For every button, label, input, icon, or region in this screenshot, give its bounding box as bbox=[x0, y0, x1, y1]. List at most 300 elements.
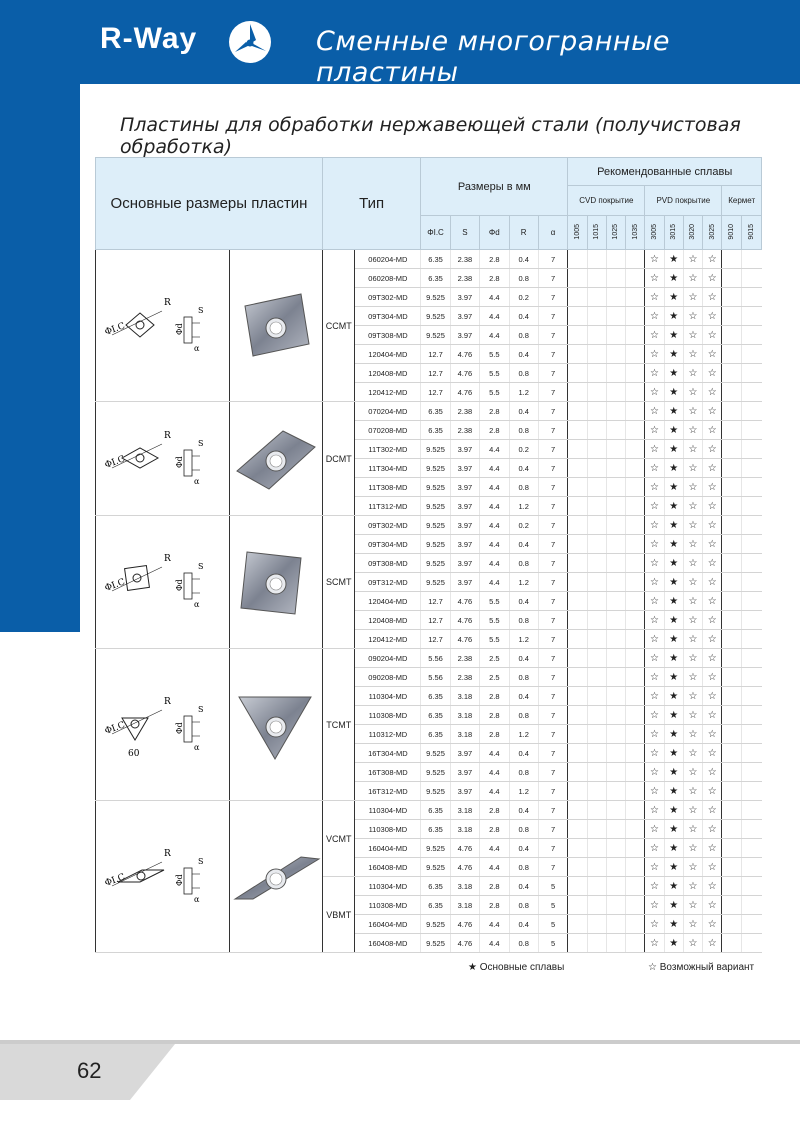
insert-code: 110312-MD bbox=[355, 725, 421, 744]
dimension-value: 4.4 bbox=[480, 934, 509, 953]
grade-star: ☆ bbox=[703, 611, 722, 630]
grade-cvd-cell bbox=[587, 535, 606, 554]
grade-star: ★ bbox=[664, 307, 683, 326]
grade-cvd-cell bbox=[606, 478, 625, 497]
grade-star: ☆ bbox=[703, 326, 722, 345]
grade-star: ☆ bbox=[645, 383, 664, 402]
inserts-table bbox=[95, 157, 762, 953]
grade-cvd-cell bbox=[626, 782, 645, 801]
diagram-label-d: Φd bbox=[175, 721, 185, 734]
dimension-value: 5.56 bbox=[421, 668, 450, 687]
grade-star: ★ bbox=[664, 611, 683, 630]
table-row bbox=[96, 801, 762, 820]
grade-cermet-cell bbox=[722, 440, 741, 459]
dimension-diagram-icon bbox=[102, 537, 222, 627]
grade-cvd-cell bbox=[606, 858, 625, 877]
dimension-value: 4.4 bbox=[480, 573, 509, 592]
grade-code: 9010 bbox=[727, 223, 735, 240]
dimension-value: 2.8 bbox=[480, 896, 509, 915]
dimension-value: 9.525 bbox=[421, 440, 450, 459]
insert-code: 11T304-MD bbox=[355, 459, 421, 478]
grade-star: ★ bbox=[664, 459, 683, 478]
grade-cermet-cell bbox=[722, 858, 741, 877]
grade-star: ☆ bbox=[683, 877, 702, 896]
dimension-value: 3.97 bbox=[450, 782, 479, 801]
grade-cvd-cell bbox=[568, 744, 587, 763]
dimension-value: 9.525 bbox=[421, 288, 450, 307]
dimension-value: 7 bbox=[538, 782, 567, 801]
grade-cermet-cell bbox=[722, 402, 741, 421]
grade-star: ☆ bbox=[645, 687, 664, 706]
grade-cermet-cell bbox=[722, 820, 741, 839]
grade-star: ☆ bbox=[645, 858, 664, 877]
grade-star: ★ bbox=[664, 421, 683, 440]
diagram-label-r: R bbox=[164, 430, 172, 441]
insert-code: 120404-MD bbox=[355, 592, 421, 611]
grade-cermet-cell bbox=[722, 896, 741, 915]
grade-cvd-cell bbox=[587, 554, 606, 573]
dimension-value: 0.2 bbox=[509, 516, 538, 535]
grade-cvd-cell bbox=[606, 649, 625, 668]
grade-star: ☆ bbox=[703, 497, 722, 516]
grade-star: ☆ bbox=[703, 877, 722, 896]
grade-star: ☆ bbox=[703, 763, 722, 782]
grade-star: ☆ bbox=[703, 858, 722, 877]
dimension-value: 4.4 bbox=[480, 459, 509, 478]
grade-cvd-cell bbox=[626, 307, 645, 326]
grade-cvd-cell bbox=[568, 497, 587, 516]
grade-cvd-cell bbox=[587, 326, 606, 345]
dimension-value: 7 bbox=[538, 250, 567, 269]
dimension-value: 3.97 bbox=[450, 440, 479, 459]
grade-star: ☆ bbox=[683, 364, 702, 383]
grade-star: ☆ bbox=[645, 421, 664, 440]
grade-star: ★ bbox=[664, 725, 683, 744]
grade-code: 1015 bbox=[593, 223, 601, 240]
dimension-value: 5 bbox=[538, 877, 567, 896]
grade-cvd-cell bbox=[568, 687, 587, 706]
grade-cermet-cell bbox=[722, 915, 741, 934]
grade-star: ☆ bbox=[645, 611, 664, 630]
grade-cermet-cell bbox=[741, 896, 761, 915]
grade-cermet-cell bbox=[722, 630, 741, 649]
grade-star: ☆ bbox=[683, 440, 702, 459]
grade-star: ☆ bbox=[683, 801, 702, 820]
grade-cvd-cell bbox=[568, 402, 587, 421]
dimension-value: 3.97 bbox=[450, 307, 479, 326]
dimension-value: 4.76 bbox=[450, 630, 479, 649]
grade-star: ☆ bbox=[683, 934, 702, 953]
dimension-value: 0.8 bbox=[509, 896, 538, 915]
dimension-value: 2.8 bbox=[480, 687, 509, 706]
grade-cvd-cell bbox=[626, 915, 645, 934]
grade-star: ☆ bbox=[703, 782, 722, 801]
dimension-value: 2.38 bbox=[450, 269, 479, 288]
subheader-grade bbox=[645, 216, 664, 250]
grade-star: ★ bbox=[664, 934, 683, 953]
diagram-label-ic: ΦI.C bbox=[103, 320, 127, 338]
dimension-value: 3.97 bbox=[450, 744, 479, 763]
grade-star: ☆ bbox=[645, 763, 664, 782]
grade-cvd-cell bbox=[626, 478, 645, 497]
grade-star: ☆ bbox=[645, 839, 664, 858]
insert-code: 160408-MD bbox=[355, 858, 421, 877]
dimension-value: 3.97 bbox=[450, 288, 479, 307]
dimension-value: 3.97 bbox=[450, 326, 479, 345]
grade-cermet-cell bbox=[722, 668, 741, 687]
grade-cermet-cell bbox=[741, 763, 761, 782]
dimension-value: 4.4 bbox=[480, 307, 509, 326]
grade-cermet-cell bbox=[741, 573, 761, 592]
dimension-value: 7 bbox=[538, 288, 567, 307]
grade-cermet-cell bbox=[741, 706, 761, 725]
subheader-grade bbox=[587, 216, 606, 250]
grade-cvd-cell bbox=[568, 630, 587, 649]
grade-cermet-cell bbox=[722, 478, 741, 497]
grade-cvd-cell bbox=[568, 516, 587, 535]
grade-cermet-cell bbox=[741, 744, 761, 763]
grade-cermet-cell bbox=[741, 326, 761, 345]
grade-cvd-cell bbox=[587, 934, 606, 953]
dimension-value: 9.525 bbox=[421, 478, 450, 497]
grade-cermet-cell bbox=[741, 725, 761, 744]
grade-cermet-cell bbox=[722, 687, 741, 706]
grade-star: ★ bbox=[664, 630, 683, 649]
grade-cvd-cell bbox=[568, 801, 587, 820]
grade-cermet-cell bbox=[741, 877, 761, 896]
type-label: VBMT bbox=[323, 877, 355, 953]
dimension-value: 7 bbox=[538, 478, 567, 497]
grade-star: ☆ bbox=[645, 250, 664, 269]
grade-cvd-cell bbox=[626, 516, 645, 535]
insert-code: 110304-MD bbox=[355, 801, 421, 820]
dimension-value: 0.4 bbox=[509, 535, 538, 554]
dimension-value: 9.525 bbox=[421, 459, 450, 478]
dimension-value: 6.35 bbox=[421, 725, 450, 744]
dimension-diagram-icon bbox=[102, 680, 222, 770]
dimension-value: 2.8 bbox=[480, 421, 509, 440]
dimension-value: 7 bbox=[538, 364, 567, 383]
grade-cvd-cell bbox=[587, 269, 606, 288]
page-number: 62 bbox=[77, 1058, 102, 1083]
grade-star: ☆ bbox=[683, 592, 702, 611]
grade-cvd-cell bbox=[606, 782, 625, 801]
grade-star: ☆ bbox=[645, 345, 664, 364]
dimension-value: 5.5 bbox=[480, 345, 509, 364]
dimension-value: 7 bbox=[538, 801, 567, 820]
grade-star: ☆ bbox=[683, 459, 702, 478]
dimension-value: 4.4 bbox=[480, 478, 509, 497]
diagram-cell bbox=[96, 801, 230, 953]
grade-cvd-cell bbox=[568, 440, 587, 459]
dimension-value: 0.4 bbox=[509, 250, 538, 269]
grade-code: 3015 bbox=[670, 223, 678, 240]
grade-cvd-cell bbox=[606, 706, 625, 725]
grade-star: ☆ bbox=[683, 611, 702, 630]
dimension-value: 0.4 bbox=[509, 345, 538, 364]
grade-cvd-cell bbox=[626, 554, 645, 573]
grade-cvd-cell bbox=[587, 801, 606, 820]
dimension-value: 4.4 bbox=[480, 440, 509, 459]
brand-logo: R-Way bbox=[100, 22, 198, 55]
grade-cvd-cell bbox=[587, 497, 606, 516]
dimension-value: 4.76 bbox=[450, 611, 479, 630]
grade-star: ★ bbox=[664, 592, 683, 611]
grade-star: ☆ bbox=[703, 364, 722, 383]
grade-star: ★ bbox=[664, 364, 683, 383]
dimension-value: 3.97 bbox=[450, 573, 479, 592]
dimension-value: 4.76 bbox=[450, 364, 479, 383]
dimension-value: 0.8 bbox=[509, 421, 538, 440]
table-row bbox=[96, 402, 762, 421]
subheader-grade bbox=[722, 216, 741, 250]
grade-cermet-cell bbox=[741, 668, 761, 687]
grade-star: ★ bbox=[664, 250, 683, 269]
grade-cvd-cell bbox=[568, 250, 587, 269]
insert-code: 160408-MD bbox=[355, 934, 421, 953]
grade-cvd-cell bbox=[587, 820, 606, 839]
grade-cvd-cell bbox=[626, 820, 645, 839]
grade-cvd-cell bbox=[606, 877, 625, 896]
grade-cvd-cell bbox=[626, 858, 645, 877]
grade-star: ☆ bbox=[683, 573, 702, 592]
grade-star: ★ bbox=[664, 763, 683, 782]
grade-cvd-cell bbox=[626, 668, 645, 687]
dimension-value: 1.2 bbox=[509, 497, 538, 516]
dimension-value: 3.97 bbox=[450, 516, 479, 535]
dimension-value: 0.4 bbox=[509, 801, 538, 820]
dimension-value: 3.18 bbox=[450, 877, 479, 896]
diagram-label-d: Φd bbox=[175, 455, 185, 468]
grade-cvd-cell bbox=[587, 345, 606, 364]
grade-cvd-cell bbox=[606, 934, 625, 953]
grade-cvd-cell bbox=[587, 649, 606, 668]
grade-star: ★ bbox=[664, 440, 683, 459]
diagram-label-ic: ΦI.C bbox=[103, 453, 127, 471]
grade-star: ☆ bbox=[683, 763, 702, 782]
dimension-value: 12.7 bbox=[421, 630, 450, 649]
grade-cermet-cell bbox=[741, 345, 761, 364]
dimension-value: 4.76 bbox=[450, 345, 479, 364]
grade-star: ☆ bbox=[645, 269, 664, 288]
diagram-label-r: R bbox=[164, 297, 172, 308]
dimension-value: 5.5 bbox=[480, 611, 509, 630]
diagram-label-r: R bbox=[164, 696, 172, 707]
dimension-diagram-icon bbox=[102, 281, 222, 371]
dimension-value: 7 bbox=[538, 668, 567, 687]
grade-cvd-cell bbox=[587, 421, 606, 440]
grade-cvd-cell bbox=[568, 839, 587, 858]
grade-cvd-cell bbox=[568, 649, 587, 668]
grade-cvd-cell bbox=[606, 820, 625, 839]
grade-code: 1005 bbox=[573, 223, 581, 240]
insert-code: 110304-MD bbox=[355, 687, 421, 706]
dimension-value: 2.38 bbox=[450, 421, 479, 440]
grade-cermet-cell bbox=[722, 725, 741, 744]
header-cermet: Кермет bbox=[722, 186, 762, 216]
grade-cermet-cell bbox=[741, 535, 761, 554]
insert-code: 120408-MD bbox=[355, 611, 421, 630]
grade-cvd-cell bbox=[587, 706, 606, 725]
grade-star: ★ bbox=[664, 478, 683, 497]
grade-star: ☆ bbox=[645, 706, 664, 725]
left-band bbox=[0, 84, 80, 632]
dimension-value: 6.35 bbox=[421, 820, 450, 839]
grade-star: ☆ bbox=[703, 554, 722, 573]
subheader-grade bbox=[703, 216, 722, 250]
insert-code: 11T302-MD bbox=[355, 440, 421, 459]
dimension-value: 4.76 bbox=[450, 934, 479, 953]
insert-code: 09T308-MD bbox=[355, 554, 421, 573]
grade-star: ★ bbox=[664, 554, 683, 573]
grade-cvd-cell bbox=[606, 421, 625, 440]
diagram-label-s: S bbox=[198, 704, 204, 714]
grade-cvd-cell bbox=[568, 611, 587, 630]
grade-star: ☆ bbox=[683, 915, 702, 934]
grade-cermet-cell bbox=[722, 250, 741, 269]
grade-cvd-cell bbox=[626, 649, 645, 668]
grade-star: ☆ bbox=[645, 592, 664, 611]
dimension-value: 9.525 bbox=[421, 535, 450, 554]
grade-cermet-cell bbox=[741, 649, 761, 668]
grade-star: ☆ bbox=[645, 668, 664, 687]
dimension-value: 4.76 bbox=[450, 592, 479, 611]
diagram-label-alpha: α bbox=[194, 894, 200, 904]
grade-cermet-cell bbox=[741, 459, 761, 478]
grade-cvd-cell bbox=[606, 459, 625, 478]
grade-cvd-cell bbox=[606, 383, 625, 402]
dimension-value: 6.35 bbox=[421, 706, 450, 725]
dimension-value: 5.5 bbox=[480, 383, 509, 402]
dimension-value: 7 bbox=[538, 763, 567, 782]
grade-cermet-cell bbox=[722, 535, 741, 554]
dimension-value: 12.7 bbox=[421, 592, 450, 611]
subheader-grade bbox=[683, 216, 702, 250]
dimension-value: 9.525 bbox=[421, 307, 450, 326]
dimension-value: 7 bbox=[538, 839, 567, 858]
dimension-value: 2.38 bbox=[450, 668, 479, 687]
grade-cermet-cell bbox=[741, 269, 761, 288]
grade-cermet-cell bbox=[741, 288, 761, 307]
dimension-value: 0.4 bbox=[509, 402, 538, 421]
grade-star: ★ bbox=[664, 801, 683, 820]
grade-cvd-cell bbox=[626, 877, 645, 896]
grade-cvd-cell bbox=[626, 744, 645, 763]
insert-code: 09T302-MD bbox=[355, 516, 421, 535]
dimension-value: 4.4 bbox=[480, 288, 509, 307]
grade-cvd-cell bbox=[568, 782, 587, 801]
insert-code: 09T308-MD bbox=[355, 326, 421, 345]
dimension-value: 9.525 bbox=[421, 858, 450, 877]
grade-cermet-cell bbox=[741, 421, 761, 440]
grade-cermet-cell bbox=[722, 383, 741, 402]
dimension-value: 6.35 bbox=[421, 402, 450, 421]
grade-cvd-cell bbox=[568, 459, 587, 478]
grade-star: ☆ bbox=[703, 250, 722, 269]
grade-cvd-cell bbox=[587, 459, 606, 478]
grade-cvd-cell bbox=[626, 459, 645, 478]
insert-code: 110304-MD bbox=[355, 877, 421, 896]
insert-code: 120404-MD bbox=[355, 345, 421, 364]
grade-star: ☆ bbox=[645, 402, 664, 421]
grade-cvd-cell bbox=[626, 725, 645, 744]
header-cvd: CVD покрытие bbox=[568, 186, 645, 216]
grade-cvd-cell bbox=[606, 763, 625, 782]
dimension-value: 7 bbox=[538, 440, 567, 459]
grade-star: ☆ bbox=[645, 725, 664, 744]
grade-cvd-cell bbox=[626, 421, 645, 440]
grade-star: ☆ bbox=[683, 896, 702, 915]
dimension-value: 2.8 bbox=[480, 725, 509, 744]
insert-code: 16T304-MD bbox=[355, 744, 421, 763]
grade-cvd-cell bbox=[568, 288, 587, 307]
grade-cvd-cell bbox=[568, 858, 587, 877]
dimension-value: 3.18 bbox=[450, 687, 479, 706]
insert-code: 070204-MD bbox=[355, 402, 421, 421]
dimension-value: 0.8 bbox=[509, 364, 538, 383]
dimension-value: 6.35 bbox=[421, 269, 450, 288]
dimension-value: 9.525 bbox=[421, 573, 450, 592]
grade-code: 9015 bbox=[747, 223, 755, 240]
grade-cvd-cell bbox=[587, 288, 606, 307]
grade-star: ☆ bbox=[703, 839, 722, 858]
dimension-value: 5 bbox=[538, 896, 567, 915]
subheader-grade bbox=[568, 216, 587, 250]
insert-code: 060208-MD bbox=[355, 269, 421, 288]
grade-star: ★ bbox=[664, 649, 683, 668]
grade-star: ☆ bbox=[683, 706, 702, 725]
grade-cermet-cell bbox=[741, 592, 761, 611]
grade-cvd-cell bbox=[626, 611, 645, 630]
insert-code: 16T312-MD bbox=[355, 782, 421, 801]
grade-star: ☆ bbox=[683, 554, 702, 573]
grade-star: ☆ bbox=[645, 934, 664, 953]
grade-cvd-cell bbox=[587, 611, 606, 630]
grade-star: ☆ bbox=[645, 649, 664, 668]
grade-cermet-cell bbox=[741, 915, 761, 934]
grade-cermet-cell bbox=[741, 478, 761, 497]
grade-cermet-cell bbox=[722, 554, 741, 573]
insert-code: 160404-MD bbox=[355, 915, 421, 934]
grade-star: ★ bbox=[664, 573, 683, 592]
grade-star: ☆ bbox=[703, 934, 722, 953]
grade-cvd-cell bbox=[587, 516, 606, 535]
grade-cermet-cell bbox=[741, 307, 761, 326]
grade-star: ☆ bbox=[683, 630, 702, 649]
grade-cermet-cell bbox=[741, 687, 761, 706]
grade-cermet-cell bbox=[722, 288, 741, 307]
grade-cvd-cell bbox=[568, 364, 587, 383]
grade-cermet-cell bbox=[741, 782, 761, 801]
grade-star: ☆ bbox=[683, 326, 702, 345]
grade-star: ☆ bbox=[703, 459, 722, 478]
grade-star: ☆ bbox=[683, 516, 702, 535]
subheader-grade bbox=[664, 216, 683, 250]
subheader-grade bbox=[606, 216, 625, 250]
grade-star: ★ bbox=[664, 516, 683, 535]
dimension-value: 7 bbox=[538, 326, 567, 345]
grade-star: ★ bbox=[664, 744, 683, 763]
grade-cermet-cell bbox=[741, 364, 761, 383]
footer-line bbox=[0, 1040, 800, 1044]
dimension-value: 7 bbox=[538, 345, 567, 364]
dimension-value: 6.35 bbox=[421, 896, 450, 915]
grade-cvd-cell bbox=[606, 611, 625, 630]
grade-cvd-cell bbox=[587, 763, 606, 782]
grade-cvd-cell bbox=[606, 402, 625, 421]
diagram-label-ic: ΦI.C bbox=[103, 719, 127, 737]
dimension-value: 0.4 bbox=[509, 649, 538, 668]
